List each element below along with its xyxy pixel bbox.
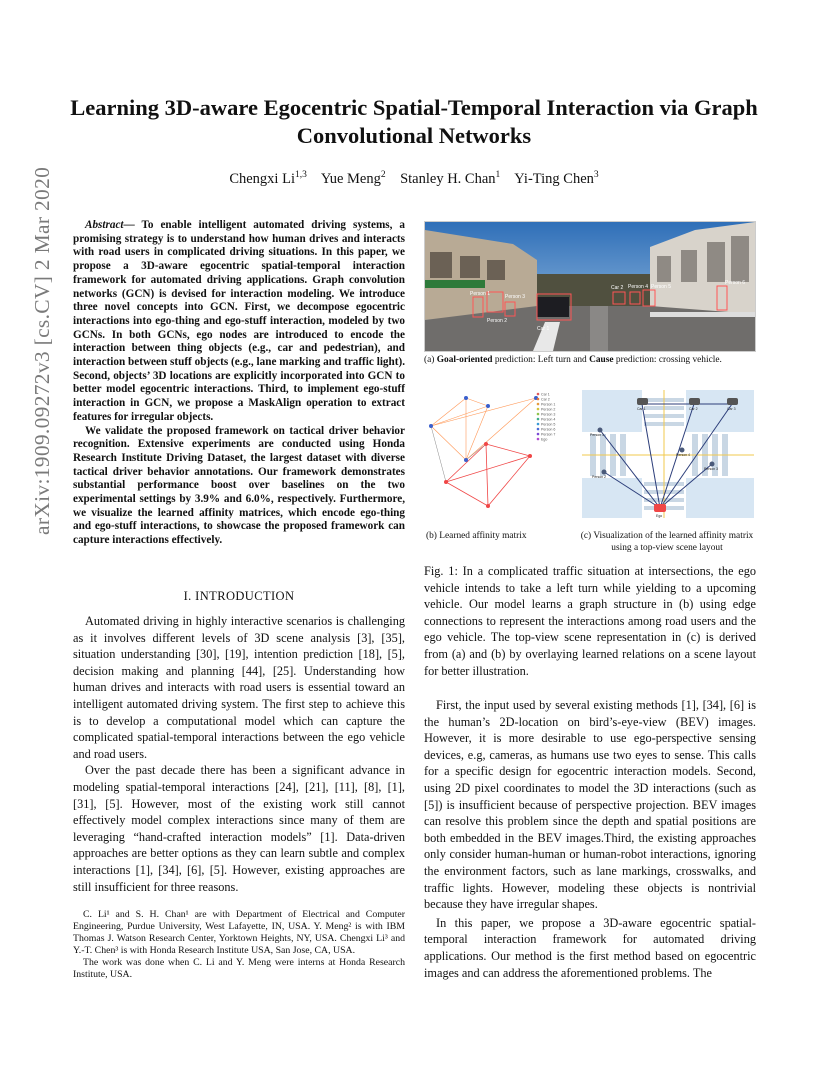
photo-label: Person 3 xyxy=(505,294,526,300)
figure-caption: Fig. 1: In a complicated traffic situation at intersections, the ego vehicle intends to take a left turn while yielding to a upcoming vehicle. Our model learns a graph structure in (b) using edge connections to represent the interactions among road users and the ego vehicle. The top-view scene representation in (c) is derived from (a) and (b) by overlaying learned relations on a scene layout for better illustration. xyxy=(424,564,756,678)
author-affiliation: 3 xyxy=(593,170,599,180)
abstract-paragraph: We validate the proposed framework on tactical driver behavior recognition. Extensive experiments are conducted using Honda Research Institute Driving Dataset, the largest dataset with diverse tactical driver behavior annotations. Our framework demonstrates substantial performance boost over baselines on the two experimental settings by 3.9% and 6.0%, respectively. Furthermore, we visualize the learned affinity matrices, which encode ego-thing and ego-stuff interactions, to showcase the proposed framework can capture interactions effectively. xyxy=(73,424,405,547)
affinity-graph xyxy=(426,390,576,518)
photo-label: Person 5 xyxy=(651,284,672,290)
photo-label: Person 2 xyxy=(487,318,508,324)
topview-label: Car 2 xyxy=(689,407,698,411)
photo-label: Car 1 xyxy=(537,326,550,332)
section-heading: I. INTRODUCTION xyxy=(183,589,295,603)
subfigure-caption-c: (c) Visualization of the learned affinity matrix using a top-view scene layout xyxy=(580,531,754,553)
author-name: Chengxi Li xyxy=(229,170,295,187)
arxiv-identifier: arXiv:1909.09272v3 [cs.CV] 2 Mar 2020 xyxy=(30,166,54,535)
photo-label: Person 4 xyxy=(628,284,649,290)
topview-label: Person 1 xyxy=(590,433,605,437)
author-affiliation: 2 xyxy=(380,170,386,180)
legend-item: Person 4 xyxy=(541,417,556,422)
paper-title: Learning 3D-aware Egocentric Spatial-Temporal Interaction via Graph Convolutional Networks xyxy=(70,95,758,148)
topview-label: Person 4 xyxy=(676,453,691,457)
legend-item: Person 5 xyxy=(541,422,556,427)
body-paragraph: In this paper, we propose a 3D-aware egocentric spatial-temporal interaction framework for automated driving applications. Our method is the first method based on egocentric images and can address the aforementioned problems. The xyxy=(424,915,756,980)
body-paragraph: Over the past decade there has been a significant advance in modeling spatial-temporal interactions [24], [21], [11], [8], [1], [31], [5]. However, most of the existing work still cannot effectively model complex interactions since many of them are leveraging “hand-crafted interaction models” [1]. Data-driven approaches are better options as they can learn subtle and complex interactions [1], [34], [6], [5]. However, existing approaches are still insufficient for three reasons. xyxy=(73,763,405,894)
author-name: Yue Meng xyxy=(320,170,381,187)
topview-label: Person 2 xyxy=(592,475,607,479)
right-column-body xyxy=(424,697,756,981)
topview-label: Car 3 xyxy=(727,407,736,411)
photo-label: Car 2 xyxy=(611,285,624,291)
subfigure-caption-b: (b) Learned affinity matrix xyxy=(426,531,527,541)
legend-item: Ego xyxy=(541,437,548,442)
footnote: C. Li¹ and S. H. Chan¹ are with Department of Electrical and Computer Engineering, Purdue University, West Lafayette, IN, USA. Y. Meng² is with IBM Thomas J. Watson Research Center, Yorktown Heights, NY, USA. Chengxi Li³ and Y.-T. Chen³ is with Honda Research Institute USA, San Jose, CA, USA. xyxy=(73,909,405,956)
legend-item: Car 1 xyxy=(541,392,550,397)
topview-label: Ego xyxy=(656,514,663,518)
topview-figure xyxy=(582,390,754,518)
body-paragraph: Automated driving in highly interactive scenarios is challenging as it involves different levels of 3D scene analysis [3], [35], situation understanding [30], [19], intention prediction [18], [5], decision making and planning [44], [25]. Understanding how human drives and interacts with road users is essential toward an intelligent automated driving system. The first step to achieve this is to develop a computational model which can capture the complicated spatial-temporal interactions between the ego vehicle and road users. xyxy=(73,614,405,761)
photo-label: Person 6 xyxy=(725,280,746,286)
caption-text: (a) xyxy=(424,355,437,365)
author-name: Stanley H. Chan xyxy=(400,170,496,187)
body-paragraph: First, the input used by several existing methods [1], [34], [6] is the human’s 2D-location on bird’s-eye-view (BEV) images. However, it is more desirable to use ego-perspective sensing devices, e.g, cameras, as humans use two eyes to sense. This calls for a specific design for egocentric interaction models. Second, using 2D pixel coordinates to model the 3D interactions (such as [5]) is insufficient because of perspective projection. BEV images can resolve this problem since the depth and spatial positions are both embedded in the BEV images.Third, the existing approaches only consider human-human or human-robot interactions, ignoring the environment factors, such as lane markings, crosswalks, and traffic lights. However, modeling these objects is nontrivial because they have irregular shapes. xyxy=(424,698,756,912)
legend-item: Person 6 xyxy=(541,427,556,432)
caption-text: prediction: Left turn and xyxy=(492,355,590,365)
affinity-graph-figure xyxy=(426,390,576,518)
topview-label: Car 1 xyxy=(637,407,646,411)
author-list xyxy=(60,170,768,188)
topview-scene xyxy=(582,390,754,518)
street-scene-image xyxy=(425,222,755,351)
legend-item: Car 2 xyxy=(541,397,550,402)
caption-text: prediction: crossing vehicle. xyxy=(613,355,722,365)
footnotes xyxy=(73,909,405,981)
figure-photo xyxy=(424,221,756,352)
author-affiliation: 1 xyxy=(495,170,501,180)
photo-label: Person 1 xyxy=(470,291,491,297)
author-affiliation: 1,3 xyxy=(294,170,307,180)
legend-item: Person 2 xyxy=(541,407,556,412)
author-name: Yi-Ting Chen xyxy=(514,170,594,187)
abstract xyxy=(73,219,405,548)
intro-body xyxy=(73,613,405,895)
caption-bold: Goal-oriented xyxy=(436,355,493,365)
topview-label: Person 3 xyxy=(704,467,719,471)
abstract-lead: Abstract xyxy=(85,219,124,231)
caption-bold: Cause xyxy=(589,355,614,365)
abstract-paragraph: — To enable intelligent automated driving systems, a promising strategy is to understand how human drives and interacts with road users in complicated driving situations. In this paper, we propose a 3D-aware egocentric spatial-temporal interaction framework for automated driving applications. Graph convolution networks (GCN) is devised for interaction modeling. We introduce three novel concepts into GCN. First, we decompose egocentric interactions into ego-thing and ego-stuff interaction, modeled by two GCNs. In both GCNs, ego nodes are introduced to encode the interaction between thing objects (e.g., car and pedestrian), and interaction between stuff objects (e.g., lane marking and traffic light). Second, objects’ 3D locations are explicitly incorporated into GCN to better model egocentric interactions. Third, to implement ego-stuff interaction in GCN, we propose a MaskAlign operation to extract features for irregular objects. xyxy=(73,219,405,423)
legend-item: Person 7 xyxy=(541,432,556,437)
legend-item: Person 3 xyxy=(541,412,556,417)
subfigure-caption-a xyxy=(424,355,756,367)
footnote: The work was done when C. Li and Y. Meng were interns at Honda Research Institute, USA. xyxy=(73,957,405,980)
legend-item: Person 1 xyxy=(541,402,556,407)
